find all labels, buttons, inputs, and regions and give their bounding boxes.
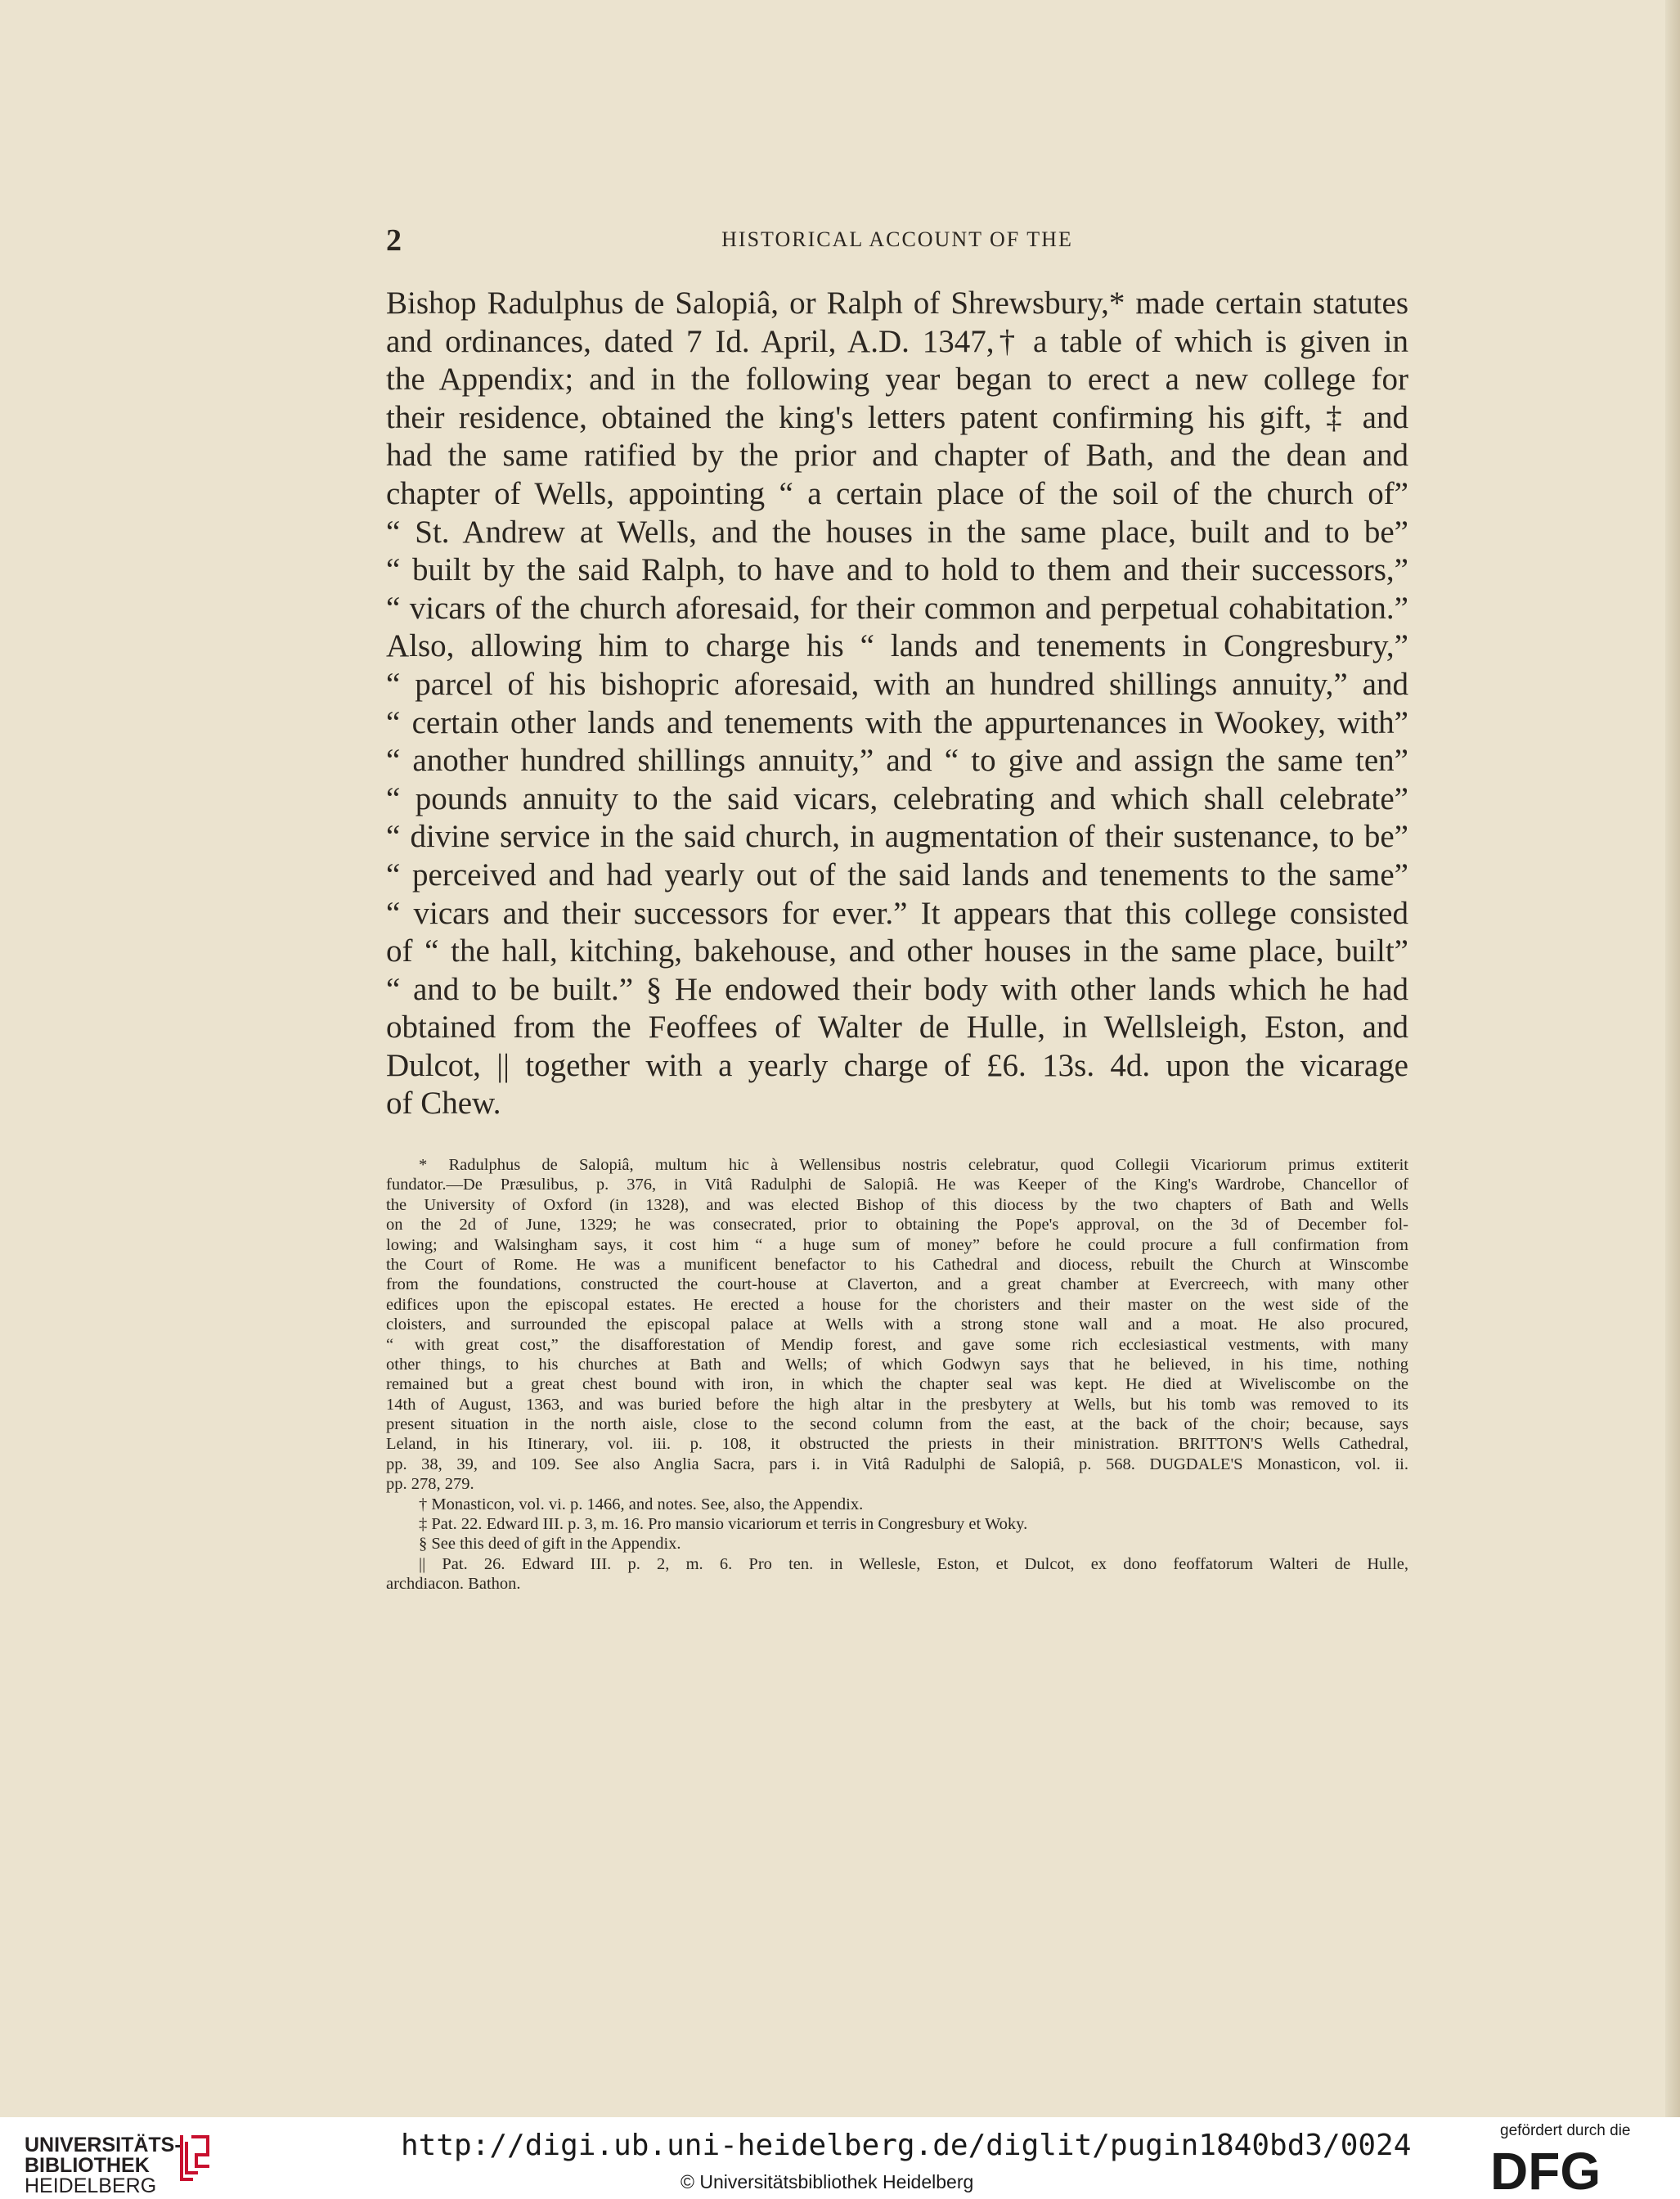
running-title: HISTORICAL ACCOUNT OF THE bbox=[721, 227, 1073, 251]
main-text-line: “ St. Andrew at Wells, and the houses in the same place, built and to be” bbox=[386, 514, 1408, 550]
main-text-line: the Appendix; and in the following year began to erect a new college for bbox=[386, 362, 1408, 398]
main-text-line: of “ the hall, kitching, bakehouse, and other houses in the same place, built” bbox=[386, 933, 1408, 969]
main-text-line: Also, allowing him to charge his “ lands and tenements in Congresbury,” bbox=[386, 628, 1408, 664]
footnote-line: “ with great cost,” the disafforestation of Mendip forest, and gave some rich ecclesiastical vestments, with many bbox=[386, 1335, 1408, 1354]
footnote-line: § See this deed of gift in the Appendix. bbox=[419, 1535, 681, 1554]
running-head bbox=[386, 223, 1408, 258]
main-text-line: “ vicars and their successors for ever.” It appears that this college consisted bbox=[386, 895, 1408, 931]
footnote-line: || Pat. 26. Edward III. p. 2, m. 6. Pro ten. in Wellesle, Eston, et Dulcot, ex dono feoffatorum Walteri de Hulle, bbox=[419, 1554, 1408, 1573]
main-text-line: obtained from the Feoffees of Walter de Hulle, in Wellsleigh, Eston, and bbox=[386, 1010, 1408, 1046]
library-name-line: BIBLIOTHEK bbox=[25, 2154, 150, 2177]
main-text-block bbox=[386, 285, 1408, 1123]
ub-heidelberg-bracket-icon bbox=[178, 2130, 213, 2184]
page-number: 2 bbox=[386, 223, 402, 258]
footnote-line: edifices upon the episcopal estates. He erected a house for the choristers and their master on the west side of the bbox=[386, 1295, 1408, 1314]
library-name-line: UNIVERSITÄTS- bbox=[25, 2134, 182, 2156]
footnote-line: archdiacon. Bathon. bbox=[386, 1575, 521, 1594]
footnote-line: present situation in the north aisle, close to the second column from the east, at the back of the choir; because, says bbox=[386, 1415, 1408, 1434]
permalink-url[interactable]: http://digi.ub.uni-heidelberg.de/diglit/pugin1840bd3/0024 bbox=[401, 2129, 1412, 2162]
footnote-line: lowing; and Walsingham says, it cost him “ a huge sum of money” before he could procure a full confirmation from bbox=[386, 1235, 1408, 1254]
footnote-line: pp. 278, 279. bbox=[386, 1475, 474, 1494]
main-text-line: “ parcel of his bishopric aforesaid, with an hundred shillings annuity,” and bbox=[386, 666, 1408, 702]
footnote-line: remained but a great chest bound with iron, in which the chapter seal was kept. He died at Wiveliscombe on the bbox=[386, 1375, 1408, 1394]
footnote-line: the University of Oxford (in 1328), and was elected Bishop of this diocess by the two chapters of Bath and Wells bbox=[386, 1195, 1408, 1214]
main-text-line: their residence, obtained the king's letters patent confirming his gift, ‡ and bbox=[386, 399, 1408, 435]
copyright-notice: © Universitätsbibliothek Heidelberg bbox=[681, 2171, 974, 2192]
footnote-line: from the foundations, constructed the court-house at Claverton, and a great chamber at Evercreech, with many other bbox=[386, 1275, 1408, 1294]
footnotes-block bbox=[386, 1155, 1408, 1594]
main-text-line: “ pounds annuity to the said vicars, celebrating and which shall celebrate” bbox=[386, 780, 1408, 816]
main-text-line: Bishop Radulphus de Salopiâ, or Ralph of Shrewsbury,* made certain statutes bbox=[386, 286, 1408, 321]
footnote-line: ‡ Pat. 22. Edward III. p. 3, m. 16. Pro mansio vicariorum et terris in Congresbury et Woky. bbox=[419, 1515, 1028, 1534]
footnote-line: * Radulphus de Salopiâ, multum hic à Wellensibus nostris celebratur, quod Collegii Vicariorum primus extiterit bbox=[419, 1156, 1408, 1174]
main-text-line: “ vicars of the church aforesaid, for their common and perpetual cohabitation.” bbox=[386, 590, 1408, 626]
footnote-line: 14th of August, 1363, and was buried before the high altar in the presbytery at Wells, but his tomb was removed to its bbox=[386, 1395, 1408, 1414]
main-text-line: “ built by the said Ralph, to have and to hold to them and their successors,” bbox=[386, 552, 1408, 588]
main-text-line: Dulcot, || together with a yearly charge of £6. 13s. 4d. upon the vicarage bbox=[386, 1047, 1408, 1083]
library-name-line: HEIDELBERG bbox=[25, 2174, 157, 2197]
main-text-line: “ divine service in the said church, in augmentation of their sustenance, to be” bbox=[386, 819, 1408, 855]
main-text-line: chapter of Wells, appointing “ a certain place of the soil of the church of” bbox=[386, 475, 1408, 511]
footnote-line: the Court of Rome. He was a munificent benefactor to his Cathedral and diocess, rebuilt the Church at Winscombe bbox=[386, 1255, 1408, 1274]
footnote-line: other things, to his churches at Bath and Wells; of which Godwyn says that he believed, in his time, nothing bbox=[386, 1355, 1408, 1374]
digital-library-footer bbox=[0, 2117, 1680, 2199]
footnote-line: Leland, in his Itinerary, vol. iii. p. 108, it obstructed the priests in their ministration. BRITTON'S Wells Cathedral, bbox=[386, 1435, 1408, 1454]
main-text-line: “ another hundred shillings annuity,” and “ to give and assign the same ten” bbox=[386, 743, 1408, 779]
dfg-logo-icon[interactable] bbox=[1490, 2147, 1615, 2192]
main-text-line: “ certain other lands and tenements with the appurtenances in Wookey, with” bbox=[386, 704, 1408, 740]
dfg-logo-text: DFG bbox=[1490, 2147, 1601, 2192]
main-text-line: and ordinances, dated 7 Id. April, A.D. 1347,† a table of which is given in bbox=[386, 323, 1408, 359]
main-text-line: “ and to be built.” § He endowed their body with other lands which he had bbox=[386, 971, 1408, 1007]
library-name[interactable] bbox=[25, 2135, 182, 2197]
funding-caption: gefördert durch die bbox=[1500, 2122, 1631, 2139]
page-edge-shadow bbox=[1665, 0, 1680, 2199]
footnote-line: † Monasticon, vol. vi. p. 1466, and notes. See, also, the Appendix. bbox=[419, 1495, 864, 1513]
footnote-line: fundator.—De Præsulibus, p. 376, in Vitâ Radulphi de Salopiâ. He was Keeper of the King's Wardrobe, Chancellor of bbox=[386, 1176, 1408, 1194]
main-text-line: “ perceived and had yearly out of the said lands and tenements to the same” bbox=[386, 857, 1408, 893]
main-text-line: of Chew. bbox=[386, 1086, 501, 1122]
main-text-line: had the same ratified by the prior and chapter of Bath, and the dean and bbox=[386, 438, 1408, 474]
footnote-line: cloisters, and surrounded the episcopal palace at Wells with a strong stone wall and a moat. He also procured, bbox=[386, 1315, 1408, 1334]
footnote-line: on the 2d of June, 1329; he was consecrated, prior to obtaining the Pope's approval, on the 3d of December fol- bbox=[386, 1216, 1408, 1234]
footnote-line: pp. 38, 39, and 109. See also Anglia Sacra, pars i. in Vitâ Radulphi de Salopiâ, p. 568. DUGDALE'S Monasticon, vol. ii. bbox=[386, 1455, 1408, 1473]
